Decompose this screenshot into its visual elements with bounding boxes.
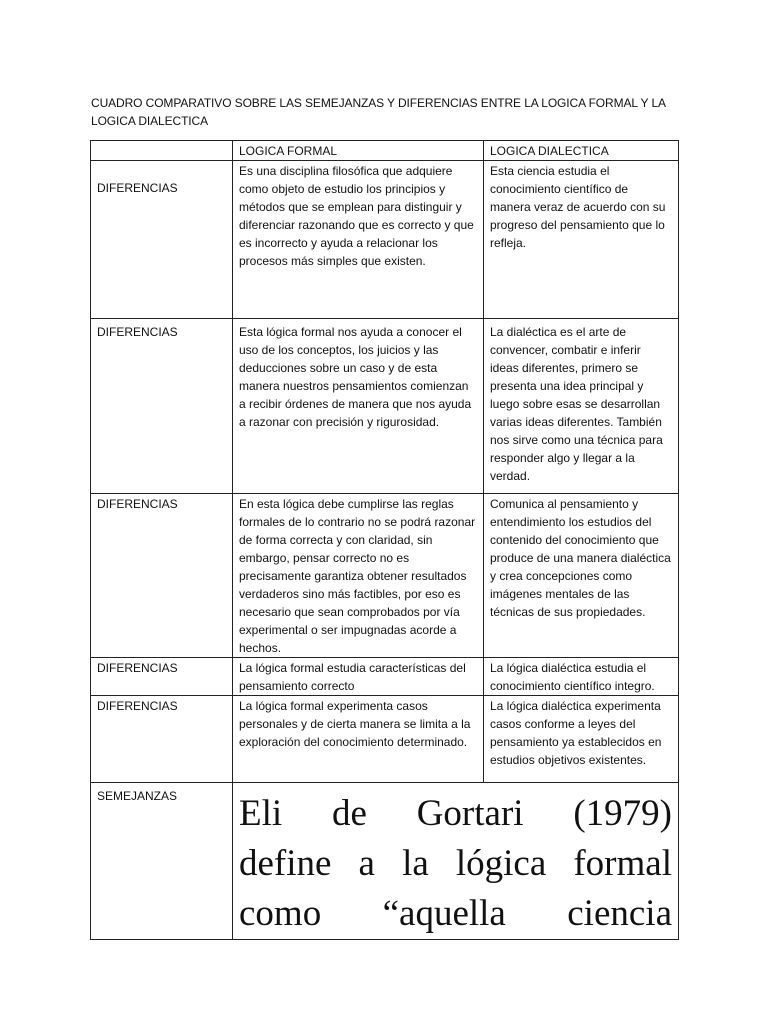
semejanzas-label: SEMEJANZAS bbox=[91, 783, 233, 940]
row-label: DIFERENCIAS bbox=[91, 161, 233, 319]
dialectica-cell: Esta ciencia estudia el conocimiento científico de manera veraz de acuerdo con su progreso del pensamiento que lo refleja. bbox=[484, 161, 679, 319]
table-row bbox=[91, 658, 679, 696]
formal-cell: Esta lógica formal nos ayuda a conocer el uso de los conceptos, los juicios y las deducciones sobre un caso y de esta manera nuestros pensamientos comienzan a recibir órdenes de manera que nos ayuda a razonar con precisión y rigurosidad. bbox=[233, 319, 484, 494]
row-label: DIFERENCIAS bbox=[91, 658, 233, 696]
header-cell-empty bbox=[91, 141, 233, 161]
document-title bbox=[91, 94, 691, 130]
formal-cell: La lógica formal estudia características del pensamiento correcto bbox=[233, 658, 484, 696]
quote-line-2: define a la lógica formal bbox=[239, 843, 672, 884]
row-label: DIFERENCIAS bbox=[91, 319, 233, 494]
table-header-row bbox=[91, 141, 679, 161]
row-label: DIFERENCIAS bbox=[91, 494, 233, 658]
header-cell-logica-dialectica: LOGICA DIALECTICA bbox=[484, 141, 679, 161]
dialectica-cell: La lógica dialéctica estudia el conocimiento científico integro. bbox=[484, 658, 679, 696]
quote-line-3: como “aquella ciencia bbox=[239, 893, 672, 934]
formal-cell: Es una disciplina filosófica que adquiere como objeto de estudio los principios y métodos que se emplean para distinguir y diferenciar razonando que es correcto y que es incorrecto y ayuda a relacionar los procesos más simples que existen. bbox=[233, 161, 484, 319]
table-row bbox=[91, 696, 679, 783]
dialectica-cell: Comunica al pensamiento y entendimiento los estudios del contenido del conocimiento que produce de una manera dialéctica y crea concepciones como imágenes mentales de las técnicas de sus propiedades. bbox=[484, 494, 679, 658]
quote-line-1: Eli de Gortari (1979) bbox=[239, 793, 672, 834]
header-cell-logica-formal: LOGICA FORMAL bbox=[233, 141, 484, 161]
semejanzas-quote bbox=[233, 783, 679, 940]
comparison-table bbox=[90, 140, 679, 940]
table-row bbox=[91, 494, 679, 658]
document-title-line-1: CUADRO COMPARATIVO SOBRE LAS SEMEJANZAS Y DIFERENCIAS ENTRE LA LOGICA FORMAL Y LA bbox=[91, 96, 666, 110]
dialectica-cell: La lógica dialéctica experimenta casos conforme a leyes del pensamiento ya establecidos en estudios objetivos existentes. bbox=[484, 696, 679, 783]
table-row bbox=[91, 161, 679, 319]
formal-cell: La lógica formal experimenta casos personales y de cierta manera se limita a la exploración del conocimiento determinado. bbox=[233, 696, 484, 783]
dialectica-cell: La dialéctica es el arte de convencer, combatir e inferir ideas diferentes, primero se presenta una idea principal y luego sobre esas se desarrollan varias ideas diferentes. También nos sirve como una técnica para responder algo y llegar a la verdad. bbox=[484, 319, 679, 494]
table-row bbox=[91, 319, 679, 494]
document-title-line-2: LOGICA DIALECTICA bbox=[91, 114, 208, 128]
row-label: DIFERENCIAS bbox=[91, 696, 233, 783]
semejanzas-row bbox=[91, 783, 679, 940]
formal-cell: En esta lógica debe cumplirse las reglas formales de lo contrario no se podrá razonar de forma correcta y con claridad, sin embargo, pensar correcto no es precisamente garantiza obtener resultados verdaderos sino más factibles, por eso es necesario que sean comprobados por vía experimental o ser impugnadas acorde a hechos. bbox=[233, 494, 484, 658]
